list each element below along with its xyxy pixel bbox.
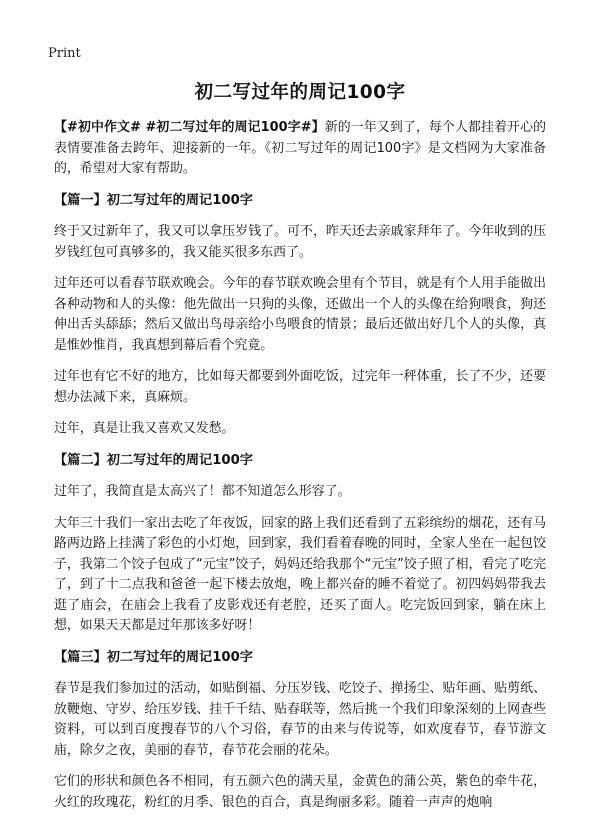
section-2-paragraph-2: 大年三十我们一家出去吃了年夜饭，回家的路上我们还看到了五彩缤纷的烟花，还有马路两边路上挂满了彩色的小灯炮，回到家，我们看着春晚的同时，全家人坐在一起包饺子，我第二个饺子包成了“元宝”饺子，妈妈还给我那个“元宝”饺子照了相，看完了吃完了，到了十二点我和爸爸一起下楼去放炮，晚上都兴奋的睡不着觉了。初四妈妈带我去逛了庙会，在庙会上我看了皮影戏还有老腔，还买了面人。吃完饭回到家，躺在床上想，如果天天都是过年那该多好呀！	[54, 515, 546, 633]
section-1-paragraph-2: 过年还可以看春节联欢晚会。今年的春节联欢晚会里有个节目，就是有个人用手能做出各种动物和人的头像：他先做出一只狗的头像，还做出一个人的头像在给狗喂食，狗还伸出舌头舔舔；然后又做出鸟母亲给小鸟喂食的情景；最后还做出好几个人的头像，真是惟妙惟肖，我真想到幕后看个究竟。	[54, 276, 546, 353]
section-3-heading: 【篇三】初二写过年的周记100字	[54, 649, 253, 665]
print-link[interactable]: Print	[48, 46, 81, 61]
section-1-heading: 【篇一】初二写过年的周记100字	[54, 192, 253, 208]
section-1-paragraph-1: 终于又过新年了，我又可以拿压岁钱了。可不，昨天还去亲戚家拜年了。今年收到的压岁钱红包可真够多的，我又能买很多东西了。	[54, 224, 546, 260]
section-3-paragraph-1: 春节是我们参加过的活动，如贴倒福、分压岁钱、吃饺子、掸扬尘、贴年画、贴剪纸、放鞭炮、守岁、给压岁钱、挂千千结、贴春联等，然后挑一个我们印象深刻的上网查些资料，可以到百度搜春节的八个习俗，春节的由来与传说等，如欢度春节，春节游文庙，除夕之夜，美丽的春节，春节花会丽的花朵。	[54, 681, 546, 758]
section-2-heading: 【篇二】初二写过年的周记100字	[54, 452, 253, 468]
intro-text: 新的一年又到了，每个人都挂着开心的表情要准备去跨年、迎接新的一年。《初二写过年的周记100字》是文档网为大家准备的，希望对大家有帮助。	[54, 120, 547, 176]
intro-tags: 【#初中作文# #初二写过年的周记100字#】	[54, 120, 325, 135]
section-1-paragraph-4: 过年，真是让我又喜欢又发愁。	[54, 421, 235, 436]
page-title: 初二写过年的周记100字	[194, 82, 406, 103]
section-1-paragraph-3: 过年也有它不好的地方，比如每天都要到外面吃饭，过完年一秤体重，长了不少，还要想办法减下来，真麻烦。	[54, 369, 546, 405]
intro-paragraph	[54, 118, 546, 180]
section-2-paragraph-1: 过年了，我简直是太高兴了！都不知道怎么形容了。	[54, 484, 351, 499]
article-body	[54, 118, 546, 824]
section-3-paragraph-2: 它们的形状和颜色各不相同，有五颜六色的满天星，金黄色的蒲公英，紫色的牵牛花，火红的玫瑰花，粉红的月季、银色的百合，真是绚丽多彩。随着一声声的炮响	[54, 774, 546, 810]
